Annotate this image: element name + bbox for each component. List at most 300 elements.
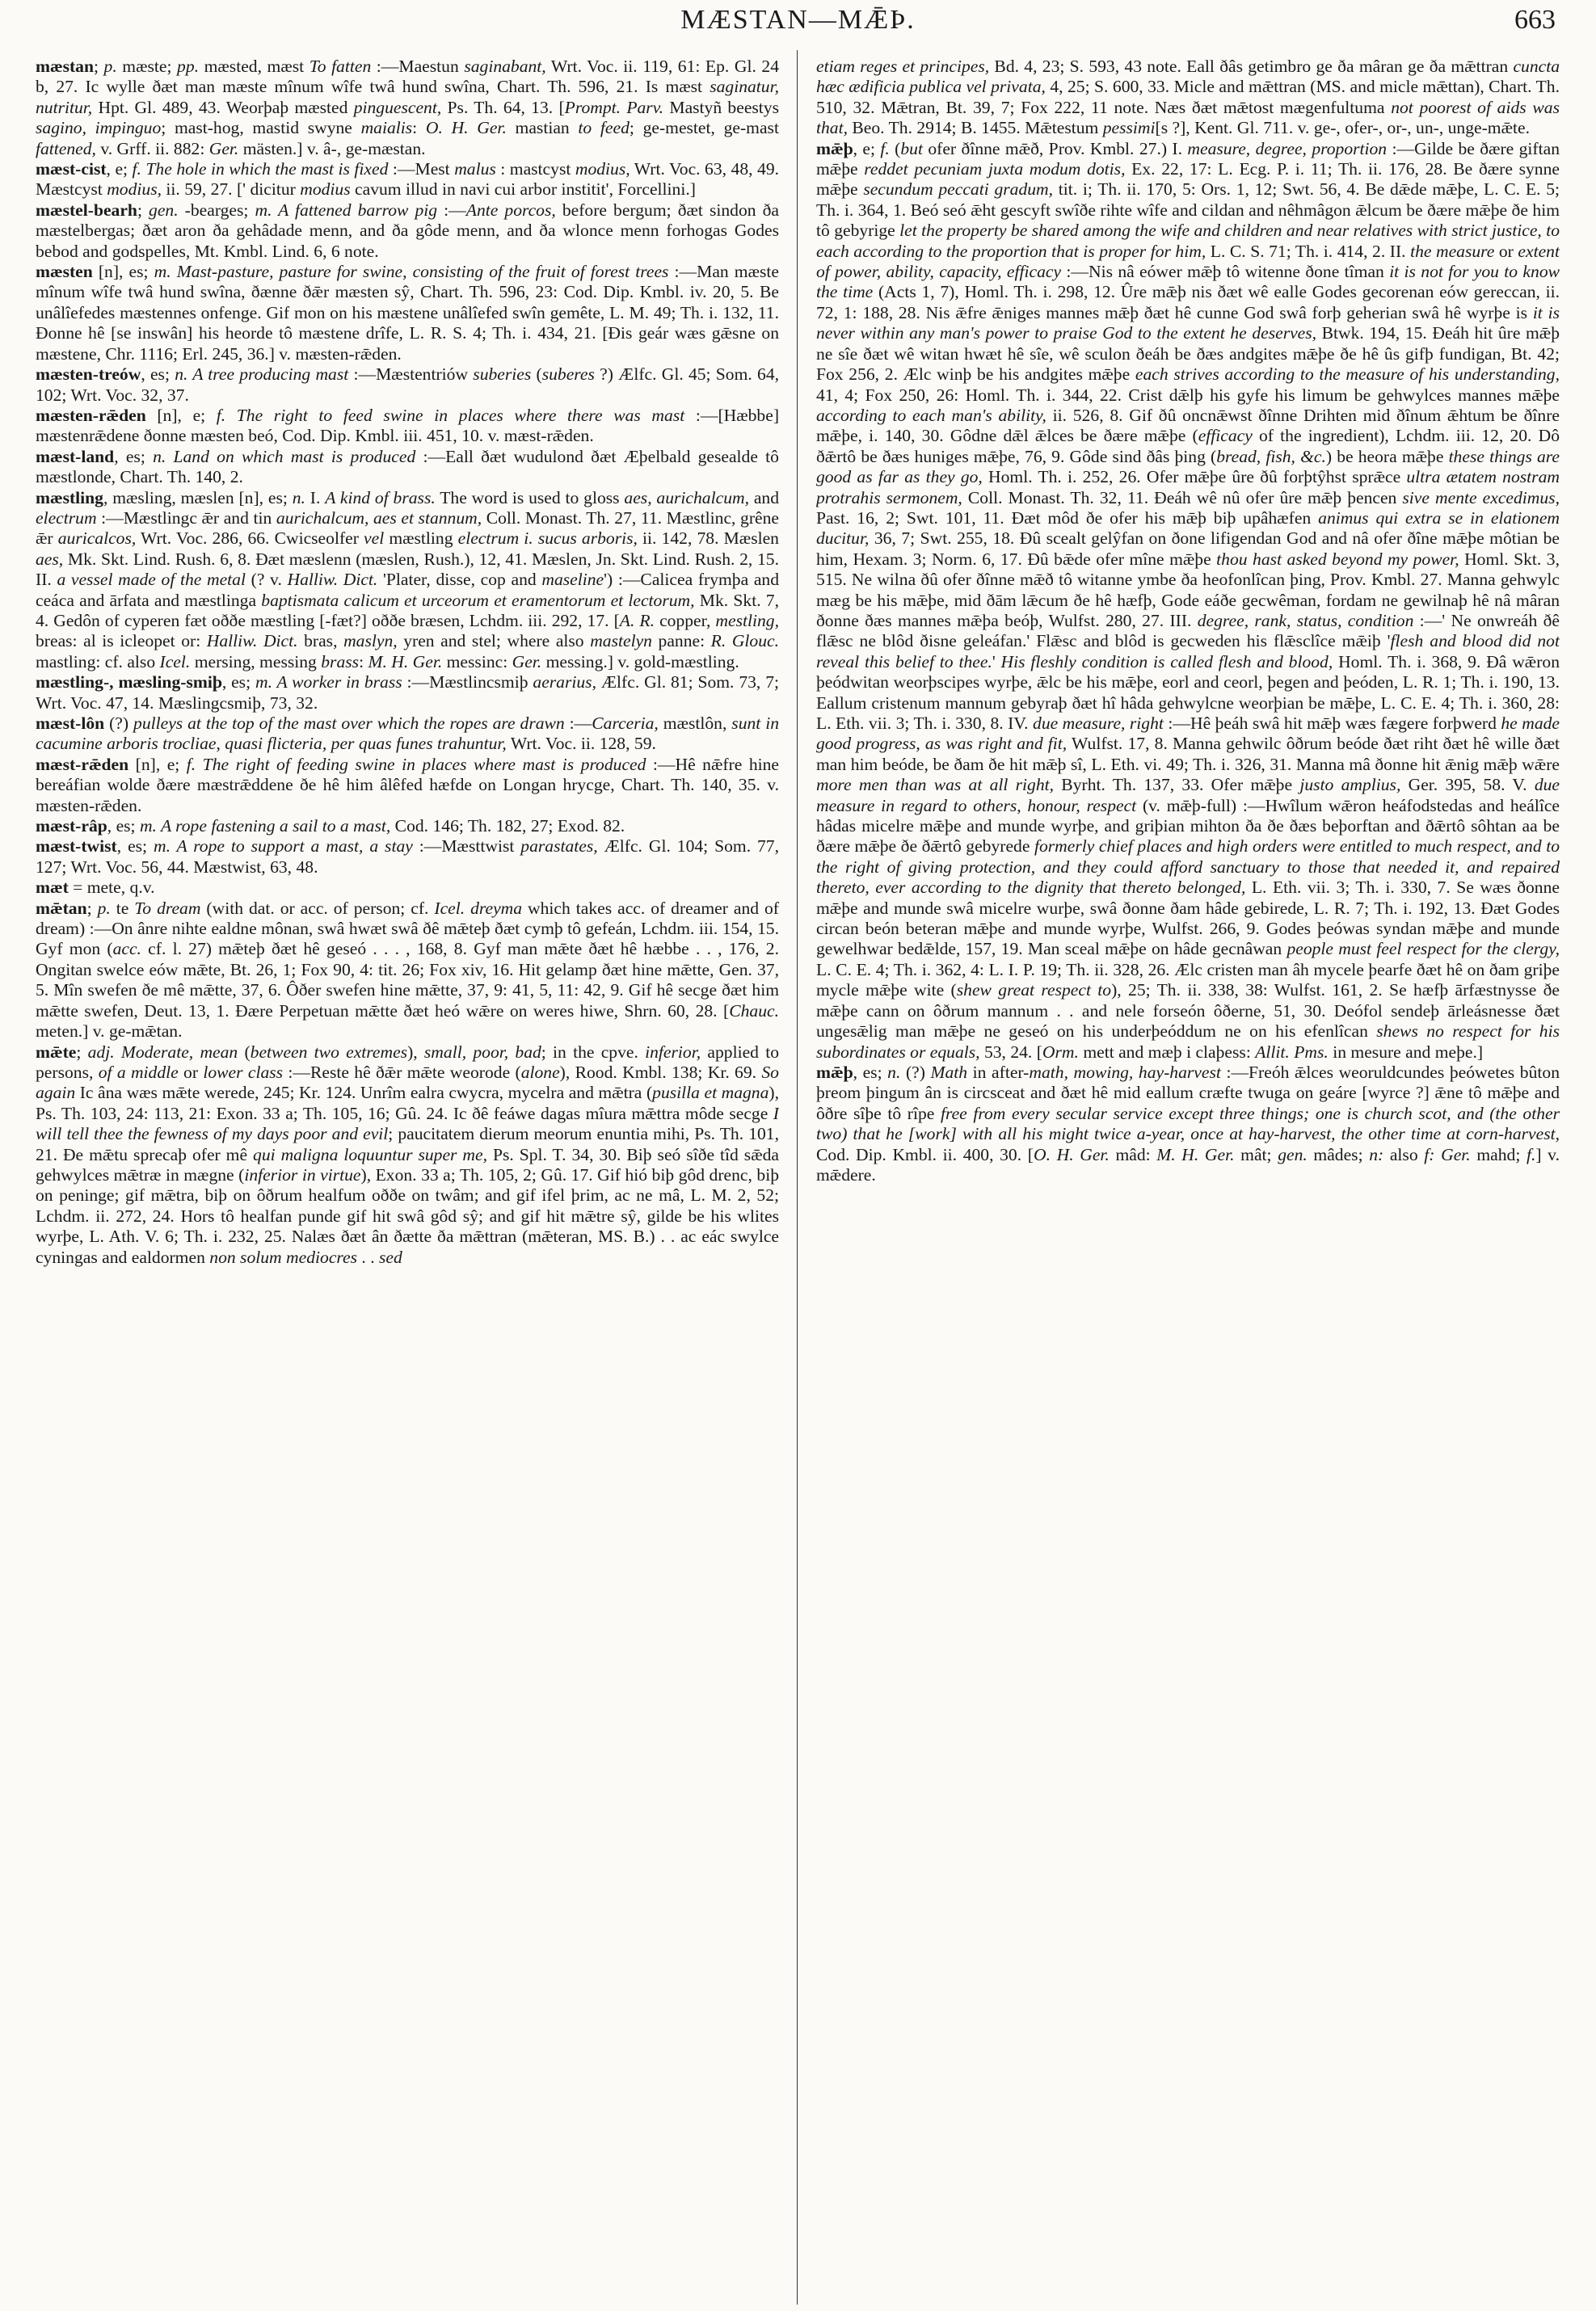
entry-gloss: qui maligna loquuntur super me,: [253, 1144, 488, 1164]
entry-text: (? v.: [245, 570, 288, 590]
entry-gloss: aurichalcum, aes et stannum,: [276, 507, 482, 528]
entry-text: , e;: [853, 138, 881, 158]
entry-gloss: Ger.: [512, 651, 542, 671]
entry-text: bras,: [297, 631, 344, 651]
entry-gloss: p.: [97, 898, 111, 918]
entry-gloss: I will tell thee the fewness of my days poor and evil: [36, 1103, 779, 1144]
entry-gloss: To fatten: [309, 57, 372, 76]
entry-text: before bergum; ðæt sindon ða mæstelbergas; ðæt aron ða gehâdade menn, and ða gôde menn, and ða wlonce menn forhogas Godes bebod and godspelles, Mt. Kmbl. Lind. 6, 6 note.: [36, 200, 779, 261]
entry-text: which takes acc. of dreamer and of dream) :—On ânre nihte ealdne mônan, swâ hwæt swâ ðê mǣteþ ðæt cymþ tô gefeán, Lchdm. iii. 154, 15. Gyf mon (: [36, 898, 779, 959]
entry-text: also: [1383, 1144, 1425, 1164]
entry-gloss: electrum: [36, 507, 97, 528]
entry-gloss: due measure in regard to others, honour, respect: [816, 775, 1560, 815]
entry-text: mæstling: [384, 528, 458, 549]
entry-text: te: [110, 898, 135, 918]
entry-text: (v. mǣþ-full) :—Hwîlum wǣron heáfodstedas and heálîce hâdas micelre mǣþe and munde wyrþe, and griþian mihton ða ðe ðæs beþorftan and ðǣrtô sôhtan aa be ðære mǣþe ðe ðǣrtô gebyrede: [816, 795, 1560, 857]
entry-text: 'Plater, disse, cop and: [377, 570, 542, 590]
entry-text: mett and mæþ i claþess:: [1078, 1042, 1256, 1062]
entry-gloss: animus qui extra se in elationem ducitur,: [816, 507, 1560, 549]
entry-text: Wrt. Voc. ii. 128, 59.: [506, 734, 656, 754]
entry-headword: mæst-rǣden: [36, 754, 129, 774]
entry-gloss: n.: [887, 1062, 901, 1082]
entry-gloss: reddet pecuniam juxta modum dotis,: [864, 159, 1126, 179]
entry-text: mahd;: [1470, 1144, 1527, 1164]
entry-text: ;: [137, 200, 149, 220]
running-head: MÆSTAN—MǢÞ.: [680, 5, 916, 35]
entry-gloss: n. A tree producing mast: [175, 364, 349, 385]
entry-gloss: he made good progress, as was right and fit,: [816, 714, 1560, 754]
entry-gloss: mastelyn: [590, 631, 652, 651]
entry-gloss: pusilla et magna: [652, 1083, 769, 1103]
entry-gloss: A. R.: [619, 610, 655, 630]
entry-headword: mǣþ: [816, 138, 853, 158]
entry-gloss: To dream: [134, 898, 201, 918]
entry-text: Wulfst. 17, 8. Manna gehwilc ôðrum beóde ðæt riht ðæt hê wille ðæt man him beóde, be ðam ðe hit mǣþ sî, L. Eth. vi. 49; Th. i. 326, 31. Manna mâ ðonne hit ǣnig mǣþ wǣre: [816, 734, 1560, 774]
entry-text: :—: [564, 714, 592, 733]
entry-text: :—Man mæste mînum wîfe twâ hund swîna, ðænne ðǣr mæsten sŷ, Chart. Th. 596, 23: Cod. Dip. Kmbl. iv. 20, 5. Be unâlîefedes mæstennes onfenge. Gif mon on his mæstene unâlîefed swîn gemête, L. M. 49; Th. i. 132, 11. Ðonne hê [se inswân] his heorde tô mæstene drîfe, L. R. S. 4; Th. i. 434, 21. [Ðis geár wæs gǣsne on mæstene, Chr. 1116; Erl. 245, 36.] v. mæsten-rǣden.: [36, 262, 779, 364]
entry-gloss: Orm.: [1042, 1042, 1079, 1062]
dictionary-entry: [36, 755, 779, 816]
entry-gloss: m. A fattened barrow pig: [255, 200, 438, 220]
entry-text: :—Gilde be ðære giftan mǣþe: [816, 138, 1560, 179]
entry-text: ), Exon. 33 a; Th. 105, 2; Gû. 17. Gif hió biþ gôd drenc, biþ on peninge; gif mǣtra, biþ on ôðrum healfum oððe on twâm; and gif ifel þrim, ac ne mâ, L. M. 2, 52; Lchdm. ii. 272, 24. Hors tô healfan punde gif hit swâ gôd sŷ; and gif hit mǣtre sŷ, gilde be his wlites wyrþe, L. Ath. V. 6; Th. i. 232, 25. Nalæs ðæt ân ðætte ða mǣttran (mǣteran, MS. B.) . . ac eác swylce cyningas and ealdormen: [36, 1164, 779, 1267]
entry-text: ii. 59, 27. [' dicitur: [162, 179, 301, 200]
page-header: [0, 0, 1596, 52]
entry-gloss: p.: [103, 57, 117, 76]
dictionary-entry: [36, 364, 779, 406]
dictionary-entry: [36, 816, 779, 836]
entry-gloss: flesh and blood did not reveal this belief to thee.: [816, 631, 1560, 671]
entry-gloss: modius,: [575, 159, 630, 179]
entry-text: ),: [407, 1042, 424, 1062]
entry-text: panne:: [651, 631, 711, 651]
entry-gloss: shews no respect for his subordinates or equals,: [816, 1021, 1560, 1062]
entry-text: , es;: [141, 364, 175, 385]
entry-text: :—Mæstlingc ǣr and tin: [96, 507, 276, 528]
entry-gloss: parastates,: [520, 836, 598, 857]
entry-gloss: inferior,: [645, 1042, 701, 1062]
entry-text: :: [412, 118, 426, 138]
dictionary-entry: [36, 878, 779, 898]
entry-text: , es;: [853, 1062, 888, 1082]
entry-gloss: math, mowing, hay-harvest: [1029, 1062, 1221, 1082]
entry-gloss: His fleshly condition is called flesh and blood,: [1000, 651, 1333, 671]
entry-gloss: acc.: [112, 939, 141, 959]
entry-text: or: [178, 1062, 204, 1082]
entry-gloss: thou hast asked beyond my power,: [1216, 549, 1459, 569]
entry-gloss: Icel.: [159, 651, 191, 671]
entry-gloss: pessimi: [1102, 118, 1156, 138]
dictionary-entry: [36, 406, 779, 447]
entry-gloss: modius,: [107, 179, 162, 200]
entry-headword: mæst-cist: [36, 159, 107, 179]
entry-text: Wrt. Voc. 286, 66. Cwicseolfer: [136, 528, 364, 549]
entry-gloss: malus: [454, 159, 496, 179]
entry-text: Wrt. Voc. 63, 48, 49. Mæstcyst: [36, 159, 779, 200]
dictionary-entry: [36, 714, 779, 755]
entry-text: ] v. mǣdere.: [816, 1144, 1560, 1185]
entry-gloss: maialis: [360, 118, 413, 138]
entry-text: Wrt. Voc. ii. 119, 61: Ep. Gl. 24 b, 27. Ic wylle ðæt man mæste mînum wîfe twâ hund swîna, Chart. Th. 596, 21. Is mæst: [36, 57, 779, 97]
entry-gloss: M. H. Ger.: [1156, 1144, 1235, 1164]
entry-gloss: A kind of brass.: [325, 487, 436, 507]
entry-text: in mesure and meþe.]: [1328, 1042, 1484, 1062]
entry-text: ) be heora mǣþe: [1325, 446, 1449, 466]
entry-text: mât;: [1234, 1144, 1278, 1164]
entry-headword: mæstling: [36, 487, 103, 507]
entry-gloss: auricalcos,: [57, 528, 137, 549]
entry-text: applied to persons,: [36, 1042, 779, 1082]
entry-text: Ps. Spl. T. 34, 30. Biþ seó sîðe tîd sǣda gehwylces mǣtræ in mægne (: [36, 1144, 779, 1185]
entry-text: Ps. Th. 64, 13. [: [441, 97, 565, 117]
entry-gloss: of a middle: [98, 1062, 179, 1082]
entry-text: mæstlôn,: [658, 714, 732, 733]
entry-text: :—Hê þeáh swâ hit mǣþ wæs fægere forþwerd: [1163, 714, 1501, 733]
entry-text: Mk. Skt. Lind. Rush. 6, 8. Ðæt mæslenn (mæslen, Rush.), 12, 41. Mæslen, Jn. Skt. Lind. Rush. 2, 15. II.: [36, 549, 779, 590]
entry-gloss: n.: [292, 487, 305, 507]
entry-text: :—Hê nǣfre hine bereáfian wolde ðære mæstrǣddene ðe hê him âlêfed hæfde on Longan hrycge, Chart. Th. 140, 35. v. mæsten-rǣden.: [36, 754, 779, 815]
entry-text: Coll. Monast. Th. 27, 11. Mæstlinc, grêne ǣr: [36, 507, 779, 549]
entry-text: Mk. Skt. 7, 4. Gedôn of cyperen fæt oððe mæstling [-fæt?] oððe bræsen, Lchdm. iii. 292, 17. [: [36, 590, 779, 630]
entry-text: Byrht. Th. 137, 33. Ofer mǣþe: [1054, 775, 1300, 795]
entry-text: ; mast-hog, mastid swyne: [161, 118, 361, 138]
entry-gloss: vel: [364, 528, 385, 549]
entry-text: Cod. Dip. Kmbl. ii. 400, 30. [: [816, 1144, 1034, 1164]
entry-text: mæsted, mæst: [199, 57, 310, 76]
entry-headword: mǣtan: [36, 898, 87, 918]
entry-gloss: modius: [300, 179, 351, 200]
entry-gloss: extent of power, ability, capacity, efficacy: [816, 241, 1560, 282]
entry-gloss: mestling,: [715, 610, 779, 630]
entry-headword: mæstel-bearh: [36, 200, 137, 220]
entry-gloss: efficacy: [1198, 426, 1253, 446]
entry-gloss: the measure: [1410, 241, 1495, 261]
entry-gloss: aes, aurichalcum,: [624, 487, 749, 507]
entry-text: :—Maestun: [371, 57, 465, 76]
entry-gloss: a vessel made of the metal: [57, 570, 246, 590]
entry-text: ') :—Calicea frymþa and ceáca and ārfata and mæstlinga: [36, 570, 779, 610]
entry-text: Cod. 146; Th. 182, 27; Exod. 82.: [390, 816, 625, 836]
entry-text: cf. l. 27) mǣteþ ðæt hê geseó . . . , 168, 8. Gyf man mǣte ðæt hê hæbbe . . , 176, 2. Ongitan swelce eów mǣte, Bt. 26, 1; Fox 90, 4: tit. 26; Fox xiv, 16. Hit gelamp ðæt hine mǣtte, Gen. 37, 5. Mîn swefen ðe mê mǣtte, 37, 6. Ôðer swefen hine mǣtte, 37, 9: 41, 5, 11: 42, 9. Gif hê secge ðæt him mǣtte swefen, Deut. 13, 1. Ðære Perpetuan mǣtte ðæt heó wǣre on weres hiwe, Shrn. 60, 28. [: [36, 939, 779, 1021]
entry-text: breas: al is icleopet or:: [36, 631, 207, 651]
entry-gloss: f. The right to feed swine in places where there was mast: [216, 405, 685, 425]
entry-gloss: sagino, impinguo: [36, 118, 162, 138]
entry-text: ; paucitatem dierum meorum enuntia mihi, Ps. Th. 101, 21. Ðe mǣtu sprecaþ ofer mê: [36, 1124, 779, 1164]
entry-gloss: each strives according to the measure of his understanding,: [1135, 364, 1560, 385]
entry-text: in after-: [967, 1062, 1030, 1082]
entry-text: 36, 7; Swt. 255, 18. Ðû scealt gelŷfan on ðone lifigendan God and nâ ofer ðîne mǣþe môtian be him, Hexam. 3; Norm. 6, 17. Ðû bǣde ofer mîne mǣþe: [816, 528, 1560, 569]
entry-gloss: f.: [880, 138, 890, 158]
entry-text: :—' Ne onwreáh ðê flǣsc ne blôd ðisne geleáfan.' Flǣsc and blôd is gecweden his flǣsclîce mǣiþ ': [816, 610, 1560, 651]
entry-headword: mæst-lôn: [36, 714, 105, 733]
entry-text: ), 25; Th. ii. 338, 38: Wulfst. 161, 2. Se hæfþ ārfæstnysse ðe mǣþe cann on ôðrum mannum . . and nele forseón ôðerne, 51, 30. Deófol sendeþ ārleásnesse ðæt ungesǣlig man mǣþe ne geseó on his underþeóddum ne on his efenlîcan: [816, 980, 1560, 1042]
entry-gloss: but: [900, 138, 923, 158]
entry-text: tit. i; Th. ii. 170, 5: Ors. 1, 12; Swt. 56, 4. Be dǣde mǣþe, L. C. E. 5; Th. i. 364, 1. Beó seó ǣht gescyft swîðe rihte wîfe and cildan and nêhmâgon ǣlcum be ðære mǣþe ðe him tô gebyrige: [816, 179, 1560, 241]
entry-gloss: secundum peccati gradum,: [863, 179, 1054, 200]
entry-gloss: brass: [321, 651, 360, 671]
entry-headword: mæstan: [36, 57, 94, 76]
dictionary-entry: [36, 899, 779, 1042]
entry-text: (: [531, 364, 542, 385]
entry-text: ; in the cpve.: [541, 1042, 646, 1062]
entry-text: = mete, q.v.: [68, 878, 155, 898]
entry-text: , es;: [107, 816, 140, 836]
entry-gloss: aerarius,: [533, 672, 596, 692]
dictionary-entry: [36, 672, 779, 714]
entry-text: meten.] v. ge-mǣtan.: [36, 1021, 183, 1042]
entry-gloss: pp.: [177, 57, 200, 76]
entry-headword: mǣte: [36, 1042, 77, 1062]
entry-headword: mæsten-treów: [36, 364, 141, 385]
entry-text: Bd. 4, 23; S. 593, 43 note. Eall ðâs getimbro ge ða mâran ge ða mǣttran: [989, 57, 1514, 76]
entry-gloss: f.: [1526, 1144, 1536, 1164]
entry-text: The word is used to gloss: [435, 487, 625, 507]
entry-text: ': [992, 651, 1001, 671]
entry-text: yren and stel; where also: [397, 631, 591, 651]
entry-gloss: adj. Moderate, mean: [87, 1042, 238, 1062]
entry-gloss: suberes: [541, 364, 595, 385]
entry-gloss: people must feel respect for the clergy,: [1286, 939, 1560, 959]
entry-text: I.: [305, 487, 326, 507]
entry-gloss: R. Glouc.: [710, 631, 779, 651]
entry-text: Coll. Monast. Th. 32, 11. Ðeáh wê nû ofer ûre mǣþ þencen: [962, 487, 1403, 507]
entry-text: (?): [104, 714, 134, 733]
entry-headword: mæsten: [36, 262, 93, 282]
entry-text: Ælfc. Gl. 81; Som. 73, 7; Wrt. Voc. 47, 14. Mæslingcsmiþ, 73, 32.: [36, 672, 779, 713]
entry-text: L. C. E. 4; Th. i. 362, 4: L. I. P. 19; Th. ii. 328, 26. Ælc cristen man âh mycele þearfe ðæt hê on ðam griþe mycle mǣþe wite (: [816, 959, 1560, 1000]
entry-headword: mæstling-, mæsling-smiþ: [36, 672, 222, 692]
entry-text: (: [238, 1042, 251, 1062]
entry-gloss: O. H. Ger.: [1033, 1144, 1110, 1164]
entry-text: and: [748, 487, 779, 507]
entry-text: Homl. Skt. 3, 515. Ne wilna ðû ofer ðînne mǣð tô witanne ymbe ða heofonlîcan þing, Prov. Kmbl. 27. Manna gehwylc mæg be his mǣþe, mid ðām lǣcum ðe hê hæfþ, Gode eáðe gecwêman, fordam ne gewilnaþ hê nâ mâran ðonne ðæs mannes mǣþa beóþ, Wulfst. 280, 27. III.: [816, 549, 1560, 630]
entry-headword: mæst-râp: [36, 816, 107, 836]
entry-gloss: M. H. Ger.: [368, 651, 443, 671]
entry-gloss: etiam reges et principes,: [816, 57, 990, 76]
entry-gloss: not poorest of aids was that,: [816, 97, 1560, 138]
entry-gloss: between two extremes: [250, 1042, 408, 1062]
entry-text: ), Ps. Th. 103, 24: 113, 21: Exon. 33 a; Th. 105, 16; Gû. 24. Ic ðê feáwe dagas mîura mǣttra môde secge: [36, 1083, 779, 1123]
entry-text: mæste;: [116, 57, 178, 76]
entry-text: , es;: [114, 446, 154, 466]
entry-text: :—: [437, 200, 466, 220]
entry-gloss: lower class: [203, 1062, 284, 1082]
entry-gloss: Halliw. Dict.: [206, 631, 298, 651]
entry-gloss: non solum mediocres: [209, 1247, 357, 1267]
entry-text: ; ge-mestet, ge-mast: [629, 118, 779, 138]
entry-gloss: m. A rope to support a mast, a stay: [153, 836, 413, 857]
column-divider: [797, 50, 798, 2305]
entry-text: Past. 16, 2; Swt. 101, 11. Ðæt môd ðe ofer his mǣþ biþ upâhæfen: [816, 507, 1319, 528]
entry-text: (: [889, 138, 901, 158]
entry-text: v. Grff. ii. 882:: [95, 138, 209, 158]
entry-gloss: maslyn,: [343, 631, 398, 651]
entry-gloss: n. Land on which mast is produced: [153, 446, 416, 466]
entry-text: : mastcyst: [495, 159, 575, 179]
entry-gloss: saginabant,: [464, 57, 546, 76]
entry-headword: mǣþ: [816, 1062, 853, 1082]
entry-gloss: pinguescent,: [353, 97, 442, 117]
entry-gloss: Ger.: [1441, 1144, 1471, 1164]
entry-text: [n], e;: [145, 405, 217, 425]
entry-text: 4, 25; S. 600, 33. Micle and mǣttran (MS. and micle mǣttan), Chart. Th. 510, 32. Mǣtran, Bt. 39, 7; Fox 222, 11 note. Næs ðæt mǣtost mægenfultuma: [816, 77, 1560, 117]
entry-gloss: sunt in cacumine arboris trocliae, quasi flicteria, per quas funes trahuntur,: [36, 714, 779, 754]
entry-text: L. Eth. vii. 3; Th. i. 330, 7. Se wæs ðonne mǣþe and munde swâ micelre wurþe, swâ ðonne ðam hâde gebirede, L. R. 7; Th. i. 192, 13. Ðæt Godes circan beón beteran mǣþe and munde wyrþe, Wulfst. 266, 9. Godes þeówas syndan mǣþe and munde gewelhwar bedǣlde, 157, 19. Man sceal mǣþe on hâde gecnâwan: [816, 878, 1560, 959]
entry-text: ;: [93, 57, 104, 76]
entry-text: . .: [357, 1247, 379, 1267]
entry-text: messing.] v. gold-mæstling.: [541, 651, 739, 671]
entry-text: :—Mæsttwist: [412, 836, 521, 857]
entry-gloss: Halliw. Dict.: [287, 570, 378, 590]
entry-gloss: Ante porcos,: [465, 200, 556, 220]
entry-text: mästen.] v. â-, ge-mæstan.: [238, 138, 426, 158]
entry-gloss: sive mente excedimus,: [1402, 487, 1560, 507]
entry-text: :—Mest: [388, 159, 455, 179]
entry-text: Ex. 22, 17: L. Ecg. P. i. 11; Th. ii. 176, 28. Be ðære synne mǣþe: [816, 159, 1560, 200]
entry-gloss: Icel. dreyma: [434, 898, 523, 918]
entry-headword: mæst-land: [36, 446, 115, 466]
entry-gloss: these things are good as far as they go,: [816, 446, 1560, 487]
entry-text: Ælfc. Gl. 104; Som. 77, 127; Wrt. Voc. 56, 44. Mæstwist, 63, 48.: [36, 836, 779, 877]
entry-gloss: formerly chief places and high orders were entitled to much respect, and to the right of giving protection, and they could afford sanctuary to those that needed it, and repaired thereto, ever according to the dignity that thereto belonged,: [816, 836, 1560, 898]
entry-gloss: O. H. Ger.: [425, 118, 507, 138]
entry-gloss: baptismata calicum et urceorum et eramentorum et lectorum,: [261, 590, 695, 610]
entry-text: (?): [900, 1062, 931, 1082]
entry-gloss: fattened,: [36, 138, 96, 158]
entry-text: ii. 142, 78. Mæslen: [637, 528, 779, 549]
entry-gloss: small, poor, bad: [423, 1042, 541, 1062]
entry-text: [1434, 1145, 1441, 1164]
entry-text: mersing, messing: [190, 651, 322, 671]
entry-gloss: electrum i. sucus arboris,: [457, 528, 638, 549]
entry-text: Mastyñ beestys: [663, 97, 779, 117]
entry-text: ;: [76, 1042, 88, 1062]
dictionary-entry: [36, 57, 779, 159]
entry-gloss: f:: [1424, 1144, 1435, 1164]
entry-gloss: Prompt. Parv.: [564, 97, 664, 117]
entry-text: , es;: [221, 672, 255, 692]
entry-text: of the ingredient), Lchdm. iii. 12, 20. Dô ðǣrtô be ðæs huniges mǣþe, 76, 9. Gôde sind ðâs þing (: [816, 426, 1560, 466]
entry-text: [n], e;: [128, 754, 187, 774]
entry-gloss: n:: [1369, 1144, 1384, 1164]
dictionary-entry: [816, 57, 1560, 139]
entry-gloss: it is never within any man's power to praise God to the extent he deserves,: [816, 302, 1560, 343]
entry-text: , es;: [116, 836, 154, 857]
entry-text: :—Eall ðæt wudulond ðæt Æþelbald gesealde tô mæstlonde, Chart. Th. 140, 2.: [36, 446, 779, 487]
entry-gloss: f. The hole in which the mast is fixed: [132, 159, 389, 179]
entry-text: [s ?], Kent. Gl. 711. v. ge-, ofer-, or-, un-, unge-mǣte.: [1155, 118, 1530, 138]
entry-headword: mæt: [36, 878, 69, 898]
entry-gloss: m. Mast-pasture, pasture for swine, consisting of the fruit of forest trees: [154, 262, 669, 282]
entry-text: (Acts 1, 7), Homl. Th. i. 298, 12. Ûre mǣþ nis ðæt wê ealle Godes gecorenan eów gereccan, ii. 72, 1: 188, 28. Nis ǣfre ǣniges mannes mǣþ ðæt hê cunne God swâ forþ geherian swâ hê wyrþe is: [816, 282, 1560, 322]
entry-gloss: pulleys at the top of the mast over which the ropes are drawn: [133, 714, 565, 733]
entry-text: ;: [86, 898, 98, 918]
entry-text: ?) Ælfc. Gl. 45; Som. 64, 102; Wrt. Voc. 32, 37.: [36, 364, 779, 405]
entry-gloss: according to each man's ability,: [816, 405, 1046, 425]
entry-gloss: Carceria,: [592, 714, 659, 733]
entry-text: :: [359, 651, 368, 671]
entry-text: 53, 24. [: [979, 1042, 1042, 1062]
entry-gloss: ultra ætatem nostram protrahis sermonem,: [816, 467, 1560, 507]
entry-text: , e;: [106, 159, 133, 179]
entry-text: [n], es;: [92, 262, 154, 282]
entry-text: Homl. Th. i. 252, 26. Ofer mǣþe ûre ðû forþtŷhst sprǣce: [982, 467, 1407, 487]
entry-text: Homl. Th. i. 368, 9. Ðâ wǣron þeódwitan weorþscipes wyrþe, ǣlc be his mǣþe, eorl and ceorl, þegen and þeóden, L. R. 1; Th. i. 190, 13. Eallum cristenum mannum gebyraþ ðæt hî hâda gehwylcne weorþian be mǣþe, L. C. E. 4; Th. i. 360, 28: L. Eth. vii. 3; Th. i. 330, 8. IV.: [816, 651, 1560, 733]
entry-gloss: it is not for you to know the time: [816, 262, 1560, 302]
entry-text: :—Reste hê ðǣr mǣte weorode (: [283, 1062, 521, 1082]
entry-text: mâd:: [1109, 1144, 1157, 1164]
page-number: 663: [1514, 5, 1556, 35]
entry-gloss: maseline: [541, 570, 604, 590]
entry-text: :—Freóh ǣlces weoruldcundes þeówetes bûton þreom þingum ân is circsceat and ðæt hê mid eallum cræfte twuga on geáre [wyrce ?] ǣne tô mǣþe and ôðre sîþe tô rîpe: [816, 1062, 1560, 1123]
entry-gloss: more men than was at all right,: [816, 775, 1055, 795]
entry-text: Btwk. 194, 15. Ðeáh hit ûre mǣþ ne sîe ðæt wê witan hwæt hê sîe, wê sculon ðeáh be ðæs andgites mǣþe ðe hê ûs gifþ fundigan, Bt. 42; Fox 256, 2. Ælc winþ be his andgites mǣþe: [816, 323, 1560, 385]
entry-text: ), Rood. Kmbl. 138; Kr. 69.: [559, 1062, 762, 1082]
entry-text: mastian: [506, 118, 579, 138]
entry-text: :—Mæstlincsmiþ: [402, 672, 533, 692]
dictionary-entry: [36, 262, 779, 364]
entry-headword: mæst-twist: [36, 836, 117, 857]
entry-gloss: let the property be shared among the wife and children and near relatives with strict justice, to each according to the proportion that is proper for him,: [816, 221, 1560, 261]
entry-text: (with dat. or acc. of person; cf.: [200, 898, 435, 918]
entry-gloss: cuncta hæc ædificia publica vel privata,: [816, 57, 1560, 97]
entry-text: Beo. Th. 2914; B. 1455. Mǣtestum: [848, 118, 1103, 138]
entry-gloss: measure, degree, proportion: [1187, 138, 1388, 158]
entry-gloss: justo amplius,: [1299, 775, 1401, 795]
entry-gloss: gen.: [149, 200, 179, 220]
entry-gloss: bread, fish, &c.: [1216, 446, 1326, 466]
entry-text: L. C. S. 71; Th. i. 414, 2. II.: [1206, 241, 1411, 261]
entry-gloss: alone: [520, 1062, 560, 1082]
entry-text: or: [1494, 241, 1518, 261]
entry-gloss: Chauc.: [729, 1000, 779, 1021]
dictionary-entry: [816, 139, 1560, 1063]
entry-text: :—Nis nâ eówer mǣþ tô witenne ðone tîman: [1061, 262, 1390, 282]
entry-text: Ic âna wæs mǣte werede, 245; Kr. 124. Unrîm ealra cwycra, mycelra and mǣtra (: [75, 1083, 653, 1103]
entry-headword: mæsten-rǣden: [36, 405, 146, 425]
entry-text: cavum illud in navi cui arbor institit', Forcellini.]: [350, 179, 696, 200]
entry-gloss: shew great respect to: [956, 980, 1112, 1000]
dictionary-entry: [36, 159, 779, 200]
entry-text: 41, 4; Fox 250, 26: Homl. Th. i. 344, 22. Crist dǣlþ his gyfe his limum be gehwylces mannes mǣþe: [816, 385, 1560, 405]
entry-gloss: saginatur, nutritur,: [36, 77, 779, 117]
entry-gloss: f. The right of feeding swine in places where mast is produced: [186, 754, 646, 774]
entry-gloss: m. A worker in brass: [255, 672, 402, 692]
dictionary-entry: [36, 488, 779, 673]
entry-text: , mæsling, mæslen [n], es;: [103, 487, 293, 507]
entry-gloss: Math: [930, 1062, 968, 1082]
entry-gloss: degree, rank, status, condition: [1197, 610, 1414, 630]
entry-gloss: So again: [36, 1062, 779, 1103]
dictionary-entry: [36, 200, 779, 262]
entry-gloss: sed: [379, 1247, 402, 1267]
entry-gloss: suberies: [473, 364, 532, 385]
entry-gloss: free from every secular service except three things; one is church scot, and (the other two) that he [work] with all his might twice a-year, once at hay-harvest, the other time at corn-harvest,: [816, 1103, 1560, 1144]
entry-text: :—[Hæbbe] mæstenrǣdene ðonne mæsten beó, Cod. Dip. Kmbl. iii. 451, 10. v. mæst-rǣden.: [36, 405, 779, 446]
entry-gloss: Allit. Pms.: [1255, 1042, 1329, 1062]
right-column: [816, 57, 1560, 2295]
entry-text: Hpt. Gl. 489, 43. Weorþaþ mæsted: [92, 97, 354, 117]
entry-text: mâdes;: [1307, 1144, 1370, 1164]
dictionary-entry: [36, 447, 779, 488]
dictionary-entry: [36, 1042, 779, 1268]
entry-text: :—Mæstentriów: [348, 364, 474, 385]
entry-gloss: inferior in virtue: [244, 1164, 361, 1185]
dictionary-entry: [36, 836, 779, 878]
entry-gloss: aes,: [36, 549, 64, 569]
dictionary-entry: [816, 1063, 1560, 1185]
entry-text: mastling: cf. also: [36, 651, 160, 671]
